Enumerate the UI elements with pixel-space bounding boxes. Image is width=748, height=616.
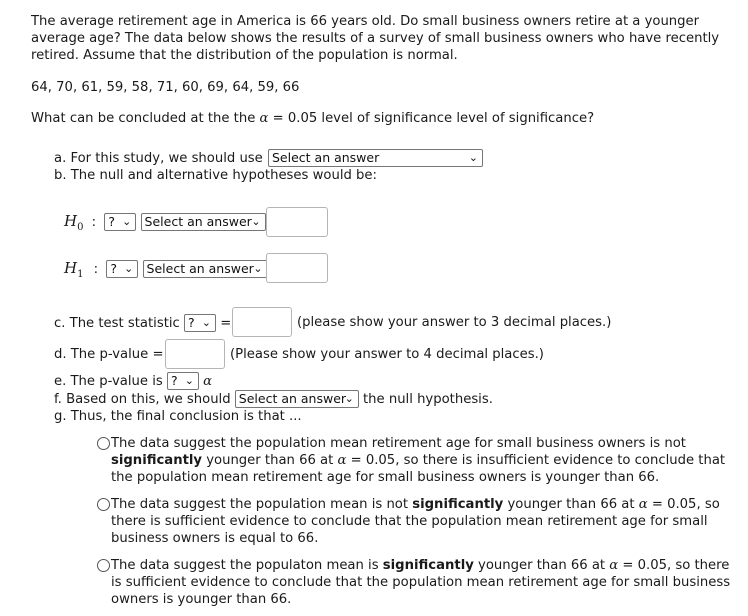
h0-operator-select[interactable]: Select an answer ⌄ — [141, 213, 266, 231]
part-c: c. The test statistic ? ⌄ = — [54, 315, 232, 331]
part-g-label: g. Thus, the final conclusion is that ... — [54, 409, 302, 424]
alpha-symbol: α — [203, 374, 213, 389]
conclusion-option-1: The data suggest the population mean retirement age for small business owners is not significantly younger than 66 at α = 0.05, so there is insufficient evidence to conclude that the population mean retirement age for small business owners is younger than 66. — [111, 436, 726, 485]
conclusion-radio-2[interactable] — [97, 498, 110, 511]
chevron-down-icon: ⌄ — [253, 262, 263, 275]
part-a-label: a. For this study, we should use — [54, 151, 263, 166]
conclusion-option-2: The data suggest the population mean is not significantly younger than 66 at α = 0.05, so there is sufficient evidence to conclude that the population mean retirement age for small business owners is equal to 66. — [111, 497, 720, 546]
chevron-down-icon: ⌄ — [344, 392, 354, 405]
test-type-select[interactable]: Select an answer ⌄ — [268, 149, 483, 167]
part-b-label: b. The null and alternative hypotheses would be: — [54, 168, 377, 183]
data-values: 64, 70, 61, 59, 58, 71, 60, 69, 64, 59, 66 — [31, 80, 300, 95]
alpha-symbol: α — [638, 497, 648, 512]
problem-intro: The average retirement age in America is 66 years old. Do small business owners retire at a younger average age? The data below shows the results of a survey of small business owners who have recently retired. Assume that the distribution of the population is normal. — [31, 14, 720, 63]
alpha-symbol: α — [609, 558, 619, 573]
part-d-label: d. The p-value = — [54, 347, 164, 362]
part-c-label: c. The test statistic — [54, 316, 180, 331]
conclusion-radio-1[interactable] — [97, 437, 110, 450]
h1-value-input[interactable] — [266, 253, 328, 283]
p-value-input[interactable] — [165, 339, 225, 369]
part-a — [54, 149, 483, 167]
chevron-down-icon: ⌄ — [122, 215, 132, 228]
part-f — [54, 390, 493, 408]
chevron-down-icon: ⌄ — [201, 316, 211, 329]
part-d-note: (Please show your answer to 4 decimal places.) — [230, 347, 544, 362]
p-value-comparison-select[interactable]: ? ⌄ — [167, 372, 199, 390]
chevron-down-icon: ⌄ — [124, 262, 134, 275]
part-f-suffix: the null hypothesis. — [363, 392, 493, 407]
conclusion-radio-3[interactable] — [97, 559, 110, 572]
part-c-note: (please show your answer to 3 decimal places.) — [297, 315, 612, 330]
decision-select[interactable]: Select an answer ⌄ — [235, 390, 359, 408]
h0-parameter-select[interactable]: ? ⌄ — [104, 213, 136, 231]
alpha-symbol: α — [337, 453, 347, 468]
chevron-down-icon: ⌄ — [468, 151, 478, 164]
part-e — [54, 372, 212, 390]
chevron-down-icon: ⌄ — [251, 215, 261, 228]
part-f-label: f. Based on this, we should — [54, 392, 231, 407]
alpha-symbol: α — [259, 111, 269, 126]
test-statistic-type-select[interactable]: ? ⌄ — [184, 314, 216, 332]
h1-symbol: $H_1$ — [64, 259, 84, 280]
h0-symbol: $H_0$ — [64, 212, 84, 233]
question-text: What can be concluded at the the α = 0.05 level of significance level of significance? — [31, 111, 595, 126]
test-statistic-input[interactable] — [232, 307, 292, 337]
conclusion-option-3: The data suggest the populaton mean is significantly younger than 66 at α = 0.05, so there is sufficient evidence to conclude that the population mean retirement age for small business owners is younger than 66. — [111, 558, 731, 607]
h1-row: $H_1$ : ? ⌄ Select an answer ⌄ — [64, 260, 268, 283]
part-e-label: e. The p-value is — [54, 374, 163, 389]
h1-parameter-select[interactable]: ? ⌄ — [106, 260, 138, 278]
chevron-down-icon: ⌄ — [184, 374, 194, 387]
h1-operator-select[interactable]: Select an answer ⌄ — [143, 260, 268, 278]
h0-row: $H_0$ : ? ⌄ Select an answer ⌄ — [64, 213, 266, 236]
h0-value-input[interactable] — [266, 207, 328, 237]
